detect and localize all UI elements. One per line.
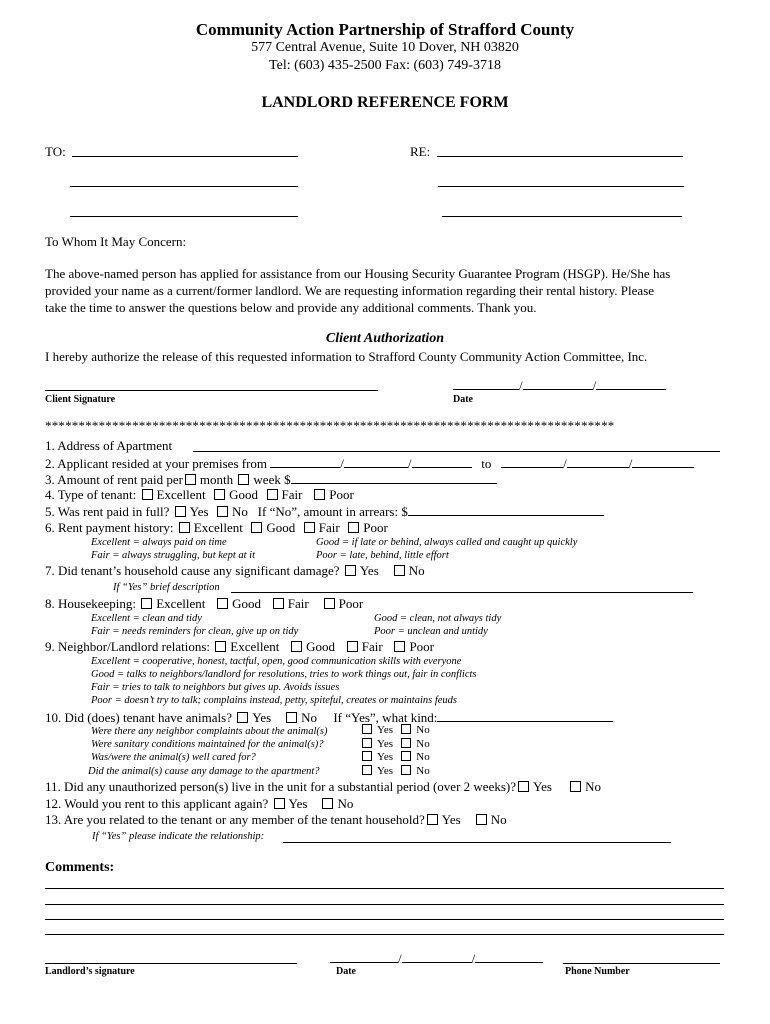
q3-week-checkbox[interactable]	[238, 474, 249, 485]
q2-to-year[interactable]	[632, 455, 694, 468]
to-line-2[interactable]	[70, 186, 298, 187]
q10-sub-3-options	[362, 751, 430, 763]
q2-to-month[interactable]	[501, 455, 563, 468]
q10-no-label: No	[301, 710, 318, 725]
q4-opt-good: Good	[229, 487, 259, 502]
q10-sub-1-options	[362, 724, 430, 736]
q6-note-excellent: Excellent = always paid on time	[91, 537, 227, 548]
q4-poor-checkbox[interactable]	[314, 489, 325, 500]
q10-sub3-yes-checkbox[interactable]	[362, 751, 372, 761]
q10-sub1-yes-checkbox[interactable]	[362, 724, 372, 734]
q10-yes-label: Yes	[252, 710, 272, 725]
to-line-1[interactable]	[72, 156, 298, 157]
q7-no-checkbox[interactable]	[394, 565, 405, 576]
q3-week-label: week $	[253, 472, 291, 487]
q10-sub1-no-checkbox[interactable]	[401, 724, 411, 734]
q8-opt-poor: Poor	[338, 596, 364, 611]
q2-to-day[interactable]	[567, 455, 629, 468]
q11-label: 11. Did any unauthorized person(s) live in the unit for a substantial period (over 2 weeks)?	[45, 779, 516, 794]
landlord-signature-line[interactable]	[45, 963, 297, 964]
q4-opt-poor: Poor	[329, 487, 354, 502]
q9-excellent-checkbox[interactable]	[215, 641, 226, 652]
q10-sub4-no-label: No	[416, 765, 430, 777]
comments-line-2[interactable]	[45, 904, 724, 905]
q9-opt-fair: Fair	[361, 639, 383, 654]
phone-number-line[interactable]	[563, 963, 720, 964]
q13-no-label: No	[490, 812, 507, 827]
q4-excellent-checkbox[interactable]	[142, 489, 153, 500]
q9-poor-checkbox[interactable]	[394, 641, 405, 652]
q10-sub2-yes-label: Yes	[377, 738, 394, 750]
q10-kind-field[interactable]	[437, 709, 613, 722]
q13-label: 13. Are you related to the tenant or any member of the tenant household?	[45, 812, 425, 827]
q8-note-poor: Poor = unclean and untidy	[374, 626, 488, 637]
q10-sub-4: Did the animal(s) cause any damage to the apartment?	[88, 766, 320, 777]
re-line-3[interactable]	[442, 216, 682, 217]
q6-fair-checkbox[interactable]	[304, 522, 315, 533]
q9-note-excellent: Excellent = cooperative, honest, tactful, open, good communication skills with everyone	[91, 656, 462, 667]
q7-desc-line[interactable]	[231, 592, 693, 593]
q5-label: 5. Was rent paid in full?	[45, 504, 170, 519]
q9-note-poor: Poor = doesn’t try to talk; complains instead, petty, spiteful, creates or maintains feuds	[91, 695, 457, 706]
q1-address-line[interactable]	[193, 451, 720, 452]
landlord-signature-label: Landlord’s signature	[45, 966, 135, 977]
re-label: RE:	[410, 144, 431, 159]
client-date-label: Date	[453, 394, 473, 405]
q10-sub2-yes-checkbox[interactable]	[362, 738, 372, 748]
q8-good-checkbox[interactable]	[217, 598, 228, 609]
q13-relationship-label: If “Yes” please indicate the relationship:	[92, 831, 265, 842]
q7-no-label: No	[408, 563, 425, 578]
q8-fair-checkbox[interactable]	[273, 598, 284, 609]
q6-excellent-checkbox[interactable]	[179, 522, 190, 533]
q10-sub-2: Were sanitary conditions maintained for the animal(s)?	[91, 739, 324, 750]
q10-kind-label: If “Yes”, what kind:	[333, 710, 438, 725]
q5-arrears-label: If “No”, amount in arrears: $	[257, 504, 408, 519]
q8-row	[45, 596, 363, 612]
q13-row	[45, 812, 507, 828]
client-signature-label: Client Signature	[45, 394, 116, 405]
q6-note-poor: Poor = late, behind, little effort	[316, 550, 449, 561]
q6-label: 6. Rent payment history:	[45, 520, 174, 535]
q9-opt-poor: Poor	[409, 639, 434, 654]
q2-from-day[interactable]	[344, 455, 408, 468]
to-line-3[interactable]	[70, 216, 298, 217]
q8-note-fair: Fair = needs reminders for clean, give up on tidy	[91, 626, 299, 637]
q5-no-label: No	[232, 504, 248, 519]
q8-note-good: Good = clean, not always tidy	[374, 613, 502, 624]
landlord-date-field[interactable]: / /	[330, 950, 543, 967]
q12-yes-checkbox[interactable]	[274, 798, 285, 809]
client-signature-line[interactable]	[45, 390, 378, 391]
re-line-1[interactable]	[437, 156, 683, 157]
q10-yes-checkbox[interactable]	[237, 712, 248, 723]
q5-arrears-field[interactable]	[408, 503, 604, 516]
q7-yes-checkbox[interactable]	[345, 565, 356, 576]
org-contact: Tel: (603) 435-2500 Fax: (603) 749-3718	[269, 58, 501, 73]
q10-sub4-no-checkbox[interactable]	[401, 765, 411, 775]
q6-poor-checkbox[interactable]	[348, 522, 359, 533]
q6-row	[45, 520, 388, 536]
q2-row: 2. Applicant resided at your premises from / / to / /	[45, 455, 694, 472]
q10-sub1-yes-label: Yes	[377, 724, 394, 736]
q6-note-good: Good = if late or behind, always called and caught up quickly	[316, 537, 578, 548]
q6-opt-poor: Poor	[363, 520, 388, 535]
comments-line-3[interactable]	[45, 919, 724, 920]
q5-yes-label: Yes	[189, 504, 209, 519]
separator-stars: *************************************************************************************	[45, 418, 615, 433]
q10-sub1-no-label: No	[416, 724, 430, 736]
q10-row	[45, 709, 613, 726]
to-label: TO:	[45, 144, 66, 159]
auth-text: I hereby authorize the release of this requested information to Strafford County Community Action Committee, Inc.	[45, 349, 648, 364]
intro-line-3: take the time to answer the questions below and provide any additional comments. Thank you.	[45, 300, 537, 315]
q10-sub4-yes-checkbox[interactable]	[362, 765, 372, 775]
org-address: 577 Central Avenue, Suite 10 Dover, NH 03820	[251, 40, 519, 55]
q11-no-label: No	[585, 779, 602, 794]
q8-label: 8. Housekeeping:	[45, 596, 136, 611]
q7-label: 7. Did tenant’s household cause any significant damage?	[45, 563, 340, 578]
q10-sub-1: Were there any neighbor complaints about the animal(s)	[91, 726, 328, 737]
q4-label: 4. Type of tenant:	[45, 487, 137, 502]
q11-no-checkbox[interactable]	[570, 781, 581, 792]
q6-opt-excellent: Excellent	[193, 520, 243, 535]
q3-amount-field[interactable]	[291, 471, 497, 484]
q5-yes-checkbox[interactable]	[175, 506, 186, 517]
q2-label: 2. Applicant resided at your premises from	[45, 456, 268, 471]
re-line-2[interactable]	[438, 186, 684, 187]
q8-excellent-checkbox[interactable]	[141, 598, 152, 609]
q3-row	[45, 471, 497, 488]
q7-yes-label: Yes	[359, 563, 379, 578]
q12-label: 12. Would you rent to this applicant again?	[45, 796, 269, 811]
q1-label: 1. Address of Apartment	[45, 438, 173, 453]
intro-line-2: provided your name as a current/former landlord. We are requesting information regarding their rental history. Please	[45, 283, 655, 298]
q12-yes-label: Yes	[288, 796, 308, 811]
q9-row	[45, 639, 434, 655]
q10-sub2-no-checkbox[interactable]	[401, 738, 411, 748]
q12-no-checkbox[interactable]	[322, 798, 333, 809]
q8-opt-fair: Fair	[287, 596, 309, 611]
q6-opt-good: Good	[266, 520, 296, 535]
q3-month-checkbox[interactable]	[185, 474, 196, 485]
q6-note-fair: Fair = always struggling, but kept at it	[91, 550, 256, 561]
comments-label: Comments:	[45, 860, 115, 875]
q13-no-checkbox[interactable]	[476, 814, 487, 825]
q5-no-checkbox[interactable]	[217, 506, 228, 517]
q9-good-checkbox[interactable]	[291, 641, 302, 652]
form-title: LANDLORD REFERENCE FORM	[261, 94, 509, 111]
q9-note-good: Good = talks to neighbors/landlord for resolutions, tries to work things out, fair in conflicts	[91, 669, 477, 680]
q12-no-label: No	[337, 796, 354, 811]
q10-sub-2-options	[362, 738, 430, 750]
q4-row	[45, 487, 354, 503]
q10-label: 10. Did (does) tenant have animals?	[45, 710, 232, 725]
comments-line-4[interactable]	[45, 934, 724, 935]
q2-to-label: to	[481, 456, 492, 471]
q9-label: 9. Neighbor/Landlord relations:	[45, 639, 210, 654]
q12-row	[45, 796, 353, 812]
q4-good-checkbox[interactable]	[214, 489, 225, 500]
q9-opt-good: Good	[306, 639, 335, 654]
salutation: To Whom It May Concern:	[45, 234, 187, 249]
q2-from-month[interactable]	[270, 455, 340, 468]
q10-sub3-no-label: No	[416, 751, 430, 763]
q10-sub4-yes-label: Yes	[377, 765, 394, 777]
q4-opt-excellent: Excellent	[156, 487, 206, 502]
auth-heading: Client Authorization	[325, 331, 445, 346]
q13-relationship-line[interactable]	[283, 842, 671, 843]
q7-row	[45, 563, 425, 579]
q8-note-excellent: Excellent = clean and tidy	[91, 613, 202, 624]
q13-yes-label: Yes	[441, 812, 461, 827]
q3-label: 3. Amount of rent paid per	[45, 472, 183, 487]
comments-line-1[interactable]	[45, 888, 724, 889]
phone-number-label: Phone Number	[565, 966, 630, 977]
q3-month-label: month	[199, 472, 234, 487]
q9-opt-excellent: Excellent	[230, 639, 280, 654]
q8-poor-checkbox[interactable]	[324, 598, 335, 609]
landlord-date-label: Date	[336, 966, 356, 977]
q13-yes-checkbox[interactable]	[427, 814, 438, 825]
q10-sub3-yes-label: Yes	[377, 751, 394, 763]
q2-from-year[interactable]	[412, 455, 472, 468]
org-name: Community Action Partnership of Strafford County	[195, 20, 575, 39]
q4-fair-checkbox[interactable]	[267, 489, 278, 500]
q5-row	[45, 503, 604, 520]
q8-opt-excellent: Excellent	[156, 596, 206, 611]
q11-yes-checkbox[interactable]	[518, 781, 529, 792]
q9-fair-checkbox[interactable]	[347, 641, 358, 652]
intro-line-1: The above-named person has applied for assistance from our Housing Security Guarantee Program (HSGP). He/She has	[45, 266, 671, 281]
q6-good-checkbox[interactable]	[251, 522, 262, 533]
q4-opt-fair: Fair	[281, 487, 303, 502]
q11-row	[45, 779, 601, 795]
q7-desc-label: If “Yes” brief description	[113, 582, 220, 593]
q10-sub-4-options	[362, 765, 430, 777]
q10-sub-3: Was/were the animal(s) well cared for?	[91, 752, 256, 763]
q9-note-fair: Fair = tries to talk to neighbors but gives up. Avoids issues	[91, 682, 340, 693]
q6-opt-fair: Fair	[318, 520, 340, 535]
client-date-field[interactable]: / /	[453, 377, 666, 394]
q10-sub2-no-label: No	[416, 738, 430, 750]
q10-sub3-no-checkbox[interactable]	[401, 751, 411, 761]
q10-no-checkbox[interactable]	[286, 712, 297, 723]
q11-yes-label: Yes	[533, 779, 552, 794]
q8-opt-good: Good	[232, 596, 261, 611]
